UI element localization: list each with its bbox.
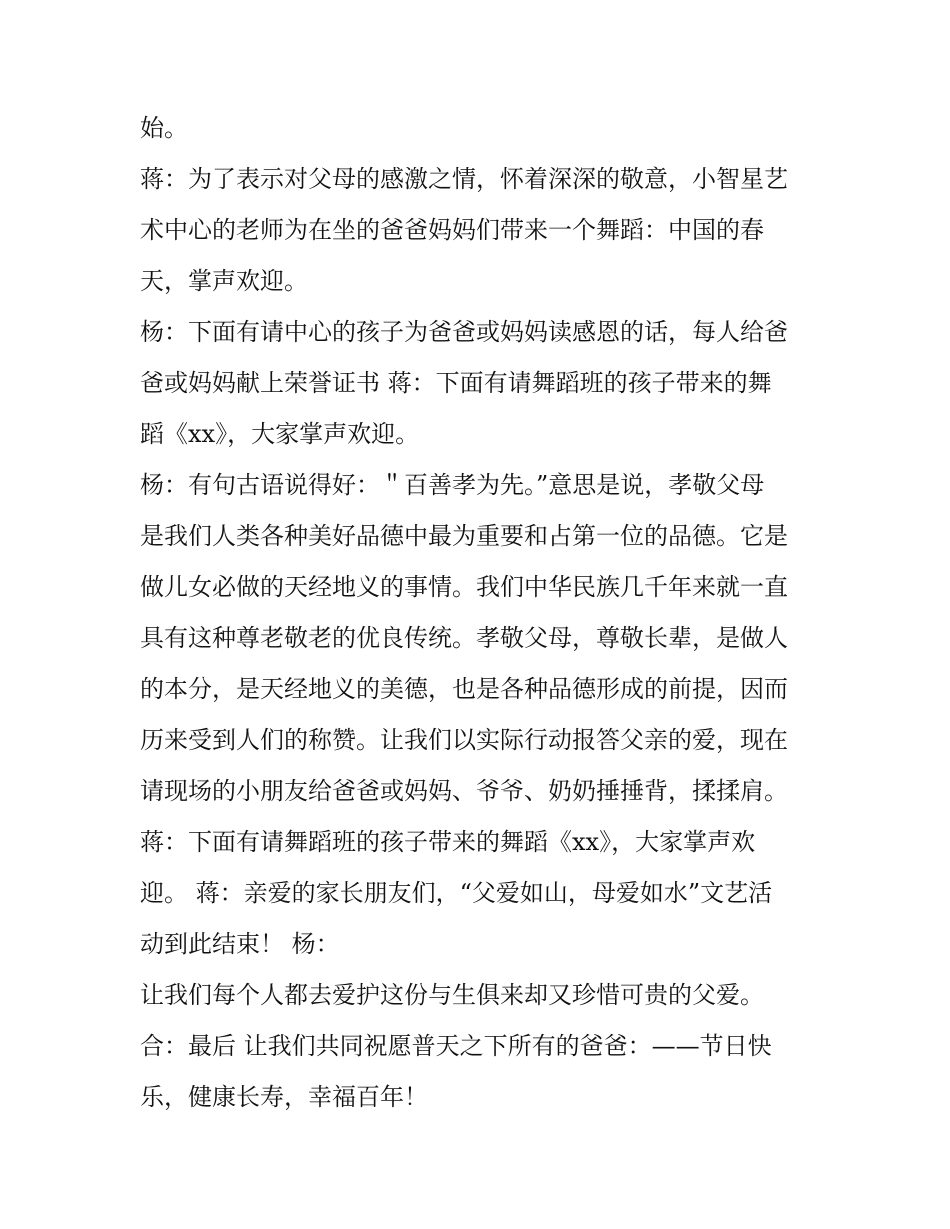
text-line: 是我们人类各种美好品德中最为重要和占第一位的品德。它是 [140,522,788,550]
text-line: 杨：有句古语说得好：＂百善孝为先。”意思是说，孝敬父母 [140,471,765,499]
text-line: 蒋：为了表示对父母的感激之情，怀着深深的敬意，小智星艺 [140,165,788,193]
text-line: 合：最后 让我们共同祝愿普天之下所有的爸爸：——节日快 [140,1032,772,1060]
text-line: 请现场的小朋友给爸爸或妈妈、爷爷、奶奶捶捶背，揉揉肩。 [140,777,788,805]
text-line: 蒋：下面有请舞蹈班的孩子带来的舞蹈《xx》，大家掌声欢 [140,828,756,856]
text-line: 术中心的老师为在坐的爸爸妈妈们带来一个舞蹈：中国的春 [140,216,764,244]
text-line: 天，掌声欢迎。 [140,267,308,295]
text-line: 的本分，是天经地义的美德，也是各种品德形成的前提，因而 [140,675,788,703]
text-line: 让我们每个人都去爱护这份与生俱来却又珍惜可贵的父爱。 [140,981,764,1009]
text-line: 始。 [140,114,188,142]
text-line: 做儿女必做的天经地义的事情。我们中华民族几千年来就一直 [140,573,788,601]
text-line: 杨：下面有请中心的孩子为爸爸或妈妈读感恩的话，每人给爸 [140,318,788,346]
text-line: 具有这种尊老敬老的优良传统。孝敬父母，尊敬长辈，是做人 [140,624,788,652]
text-line: 蹈《xx》，大家掌声欢迎。 [140,420,420,448]
text-line: 爸或妈妈献上荣誉证书 蒋：下面有请舞蹈班的孩子带来的舞 [140,369,772,397]
text-line: 迎。 蒋：亲爱的家长朋友们，“父爱如山，母爱如水”文艺活 [140,879,773,907]
document-body [140,103,820,1123]
text-line: 历来受到人们的称赞。让我们以实际行动报答父亲的爱，现在 [140,726,788,754]
text-line: 乐，健康长寿，幸福百年！ [140,1083,428,1111]
text-line: 动到此结束！ 杨： [140,930,340,958]
